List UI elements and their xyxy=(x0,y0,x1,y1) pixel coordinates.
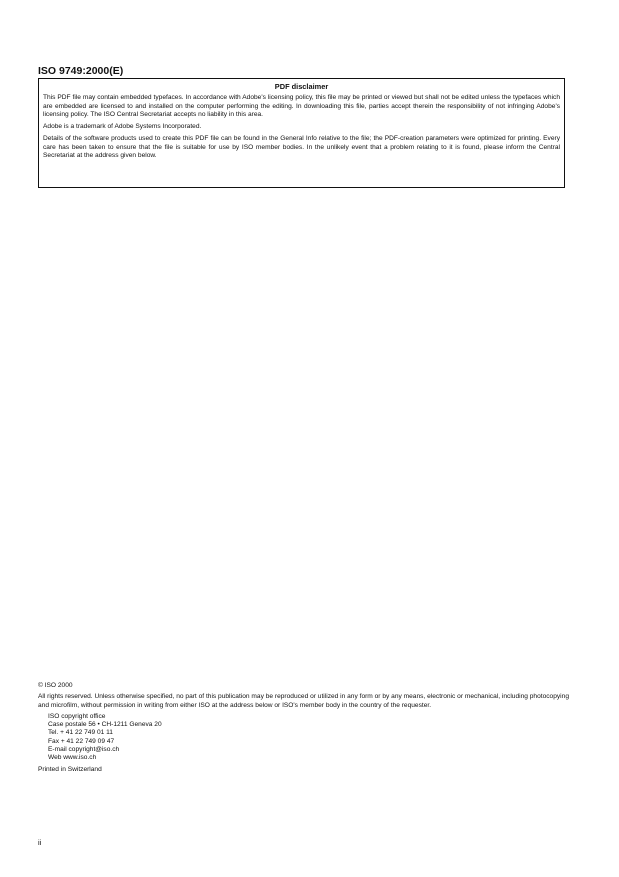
rights-statement: All rights reserved. Unless otherwise specified, no part of this publication may be reproduced or utilized in any form or by any means, electronic or mechanical, including photocopying and microfilm, without permission in writing from either ISO at the address below or ISO's member body in the country of the requester. xyxy=(38,693,569,709)
copyright-line: © ISO 2000 xyxy=(38,682,73,689)
disclaimer-paragraph: This PDF file may contain embedded typefaces. In accordance with Adobe's licensing policy, this file may be printed or viewed but shall not be edited unless the typefaces which are embedded are licensed to and installed on the computer performing the editing. In downloading this file, parties accept therein the responsibility of not infringing Adobe's licensing policy. The ISO Central Secretariat accepts no liability in this area. xyxy=(43,94,560,118)
page-number: ii xyxy=(38,838,42,847)
address-line: Case postale 56 • CH-1211 Geneva 20 xyxy=(48,721,162,729)
copyright-notice xyxy=(38,682,569,777)
address-line: Tel. + 41 22 749 01 11 xyxy=(48,729,113,737)
address-line: Web www.iso.ch xyxy=(48,754,97,762)
address-line: E-mail copyright@iso.ch xyxy=(48,746,120,754)
address-line: Fax + 41 22 749 09 47 xyxy=(48,737,115,745)
disclaimer-paragraph: Details of the software products used to create this PDF file can be found in the General Info relative to the file; the PDF-creation parameters were optimized for printing. Every care has been taken to ensure that the file is suitable for use by ISO member bodies. In the unlikely event that a problem relating to it is found, please inform the Central Secretariat at the address given below. xyxy=(43,135,560,160)
pdf-disclaimer-box xyxy=(38,78,565,188)
disclaimer-paragraph: Adobe is a trademark of Adobe Systems Incorporated. xyxy=(43,123,202,131)
address-line: ISO copyright office xyxy=(48,712,106,720)
disclaimer-title: PDF disclaimer xyxy=(274,82,329,91)
document-id-header: ISO 9749:2000(E) xyxy=(38,65,124,77)
printed-in: Printed in Switzerland xyxy=(38,765,102,773)
copyright-address xyxy=(48,713,569,763)
